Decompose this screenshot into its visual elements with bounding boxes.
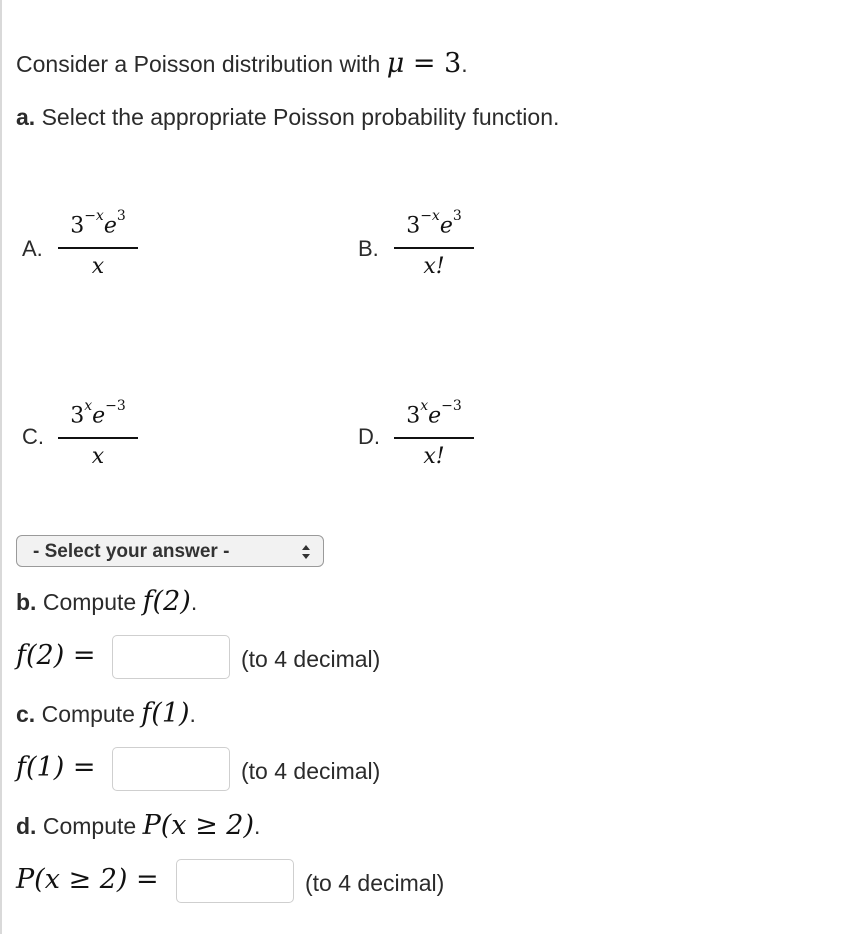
part-c-period: . <box>189 701 196 727</box>
mu-symbol: μ <box>386 48 405 79</box>
answer-select-label: - Select your answer - <box>33 541 230 562</box>
updown-arrows-icon <box>301 542 311 562</box>
part-c-prompt <box>16 698 196 729</box>
fraction-bar <box>394 437 474 439</box>
part-b-prompt <box>16 586 197 617</box>
option-d-denominator: x! <box>423 444 445 469</box>
option-b-denominator: x! <box>423 254 445 279</box>
part-d-math: P(x ≥ 2) <box>142 810 254 841</box>
part-b-lhs: f(2) = <box>16 640 96 671</box>
part-a-label: a. <box>16 104 36 130</box>
mu-value: = 3 <box>404 48 462 79</box>
option-a-numerator: $3^{-x}e^3$ <box>70 208 126 239</box>
part-d-period: . <box>254 813 261 839</box>
option-c-numerator: $3^xe^{-3}$ <box>70 398 126 429</box>
left-border <box>0 0 2 934</box>
part-c-math: f(1) <box>141 698 190 729</box>
part-c-label: c. <box>16 701 36 727</box>
part-d-lhs: P(x ≥ 2) = <box>16 864 159 895</box>
fraction-bar <box>58 437 138 439</box>
option-c-letter: C. <box>22 424 44 449</box>
part-d-label: d. <box>16 813 37 839</box>
option-a-letter: A. <box>22 236 43 261</box>
part-b-text: Compute <box>42 589 137 615</box>
option-d-numerator: $3^xe^{-3}$ <box>406 398 462 429</box>
part-b-math: f(2) <box>142 586 191 617</box>
part-c-text: Compute <box>41 701 135 727</box>
part-c-input[interactable] <box>112 747 230 791</box>
part-b-period: . <box>190 589 198 615</box>
part-c-lhs: f(1) = <box>16 752 96 783</box>
fraction-bar <box>394 247 474 249</box>
part-d-hint: (to 4 decimal) <box>305 870 445 896</box>
part-b-input[interactable] <box>112 635 230 679</box>
answer-select[interactable] <box>16 535 324 567</box>
option-c-denominator: x <box>91 444 105 469</box>
part-a-text: Select the appropriate Poisson probability function. <box>41 104 560 130</box>
option-b-numerator: $3^{-x}e^3$ <box>406 208 462 239</box>
part-d-prompt <box>16 810 260 841</box>
part-c-hint: (to 4 decimal) <box>241 758 381 784</box>
fraction-bar <box>58 247 138 249</box>
part-d-input[interactable] <box>176 859 294 903</box>
part-a-prompt <box>16 104 559 131</box>
part-b-hint: (to 4 decimal) <box>241 646 381 672</box>
option-b-letter: B. <box>358 236 379 261</box>
part-b-label: b. <box>16 589 37 615</box>
question-intro <box>16 48 468 79</box>
intro-period: . <box>461 51 468 77</box>
question-intro-text: Consider a Poisson distribution with <box>16 51 381 77</box>
option-d-letter: D. <box>358 424 380 449</box>
part-d-text: Compute <box>42 813 137 839</box>
option-a-denominator: x <box>91 254 105 279</box>
